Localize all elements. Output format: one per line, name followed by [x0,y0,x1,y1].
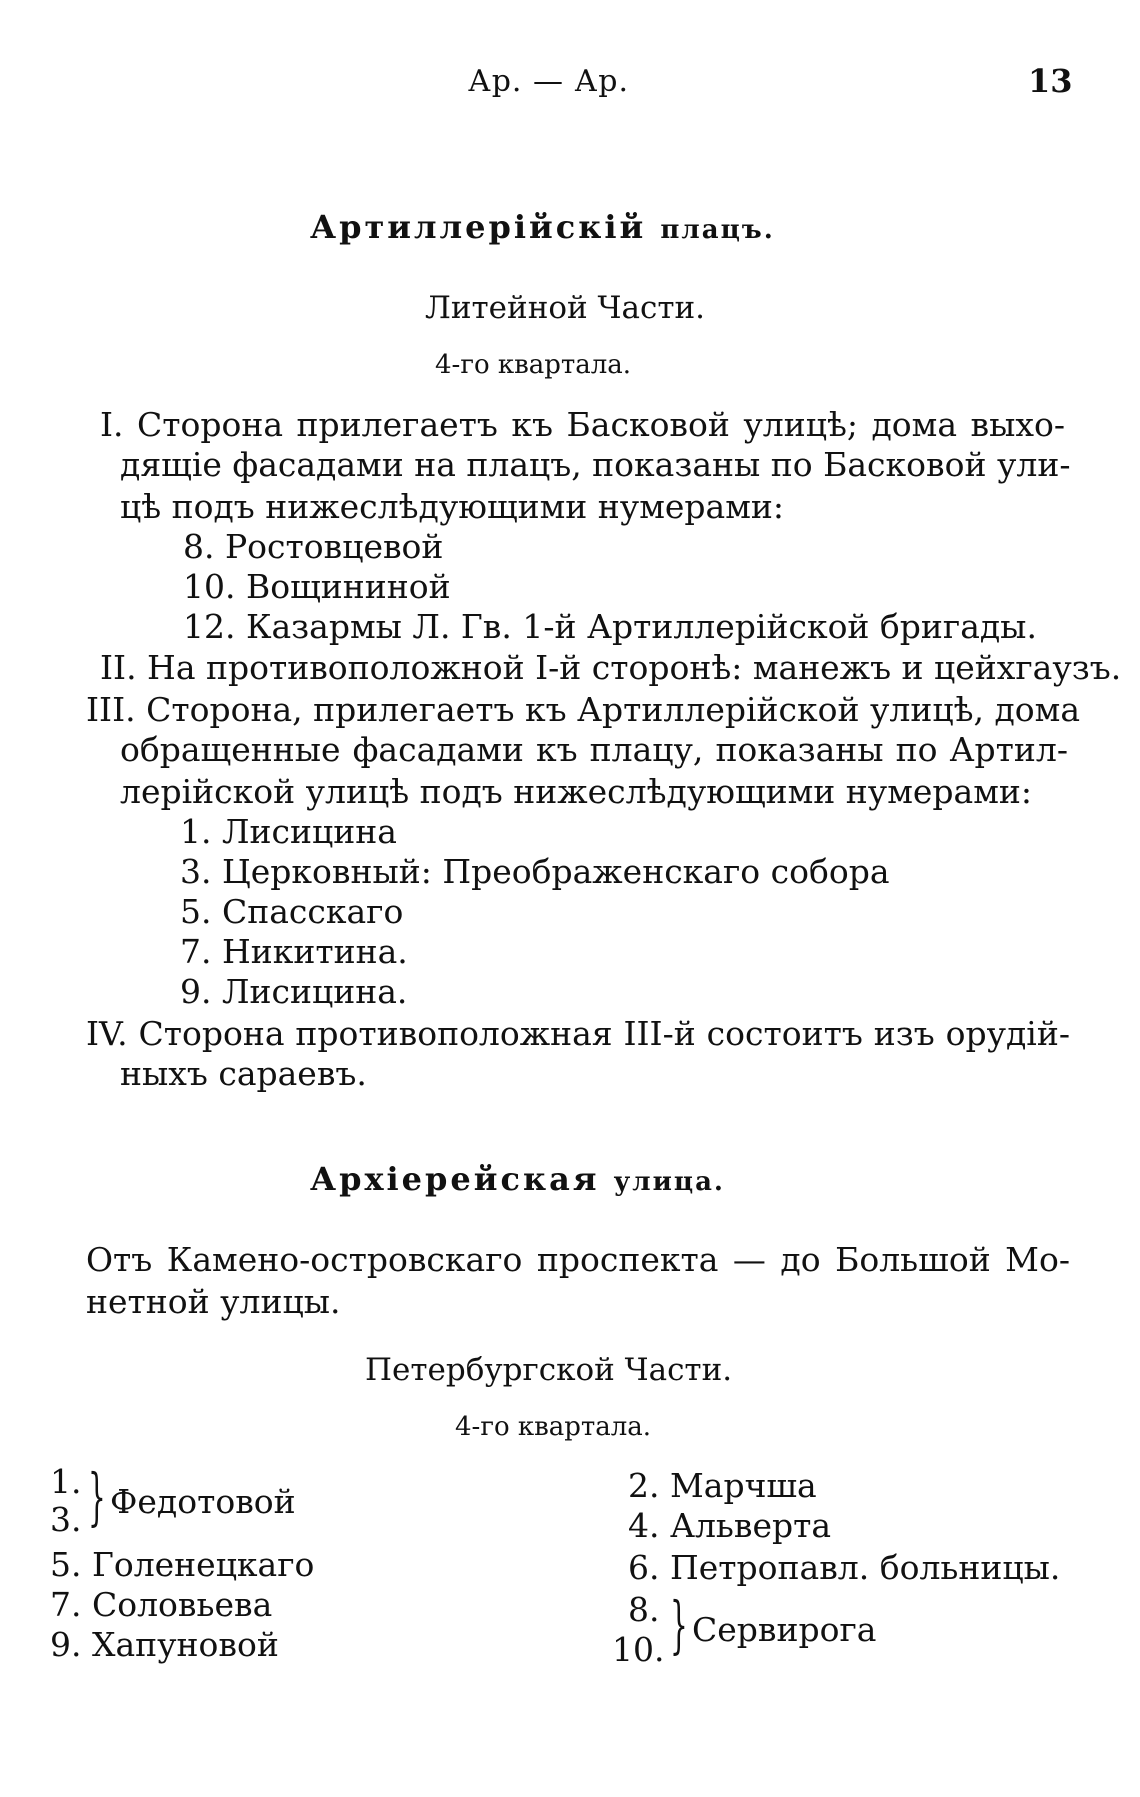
list-item-number: 8. [628,1590,660,1629]
section-title-main: Архіерейская [310,1160,600,1198]
street-description-line-1: Отъ Камено-островскаго проспекта — до Большой Мо- [86,1240,1070,1279]
list-item: 2. Марчша [628,1466,817,1505]
list-item: 9. Хапуновой [50,1625,279,1664]
list-item: 7. Никитина. [180,932,408,971]
item1-line-1: I. Сторона прилегаетъ къ Басковой улицѣ; дома выхо- [100,405,1065,444]
list-item: 1. Лисицина [180,812,397,851]
brace-icon: } [670,1588,688,1661]
item3-line-3: лерійской улицѣ подъ нижеслѣдующими нумерами: [120,772,1032,811]
brace-icon: } [88,1460,106,1533]
section-title-suffix: улица. [613,1167,725,1197]
quarter-heading: 4-го квартала. [455,1412,652,1442]
list-item: 12. Казармы Л. Гв. 1-й Артиллерійской бригады. [183,607,1037,646]
list-item: 3. Церковный: Преображенскаго собора [180,852,890,891]
district-heading: Литейной Части. [425,290,705,326]
list-item: Федотовой [110,1482,296,1521]
item3-line-2: обращенные фасадами къ плацу, показаны по Артил- [120,730,1068,769]
list-item: 10. Вощининой [183,567,451,606]
list-item: 9. Лисицина. [180,972,408,1011]
list-item: Сервирога [692,1610,877,1649]
quarter-heading: 4-го квартала. [435,350,632,380]
list-item-number: 1. [50,1462,82,1501]
section-title-main: Артиллерійскій [310,208,647,246]
item3-line-1: III. Сторона, прилегаетъ къ Артиллерійской улицѣ, дома [86,690,1081,729]
list-item: 7. Соловьева [50,1585,273,1624]
district-heading: Петербургской Части. [365,1352,733,1388]
list-item: 8. Ростовцевой [183,527,444,566]
running-title: Ар. — Ар. [468,64,629,99]
list-item: 6. Петропавл. больницы. [628,1548,1061,1587]
item1-line-2: дящіе фасадами на плацъ, показаны по Басковой ули- [120,445,1071,484]
list-item: 5. Голенецкаго [50,1545,315,1584]
section-title-suffix: плацъ. [660,215,775,245]
page-number: 13 [1028,62,1073,100]
list-item: 5. Спасскаго [180,892,404,931]
section-title-archbishop-street [310,1160,725,1198]
item1-line-3: цѣ подъ нижеслѣдующими нумерами: [120,487,784,526]
street-description-line-2: нетной улицы. [86,1282,341,1321]
section-title-artillery-square [310,208,775,246]
item2-line: II. На противоположной I-й сторонѣ: манежъ и цейхгаузъ. [100,648,1122,687]
item4-line-2: ныхъ сараевъ. [120,1054,367,1093]
list-item: 4. Альверта [628,1506,832,1545]
list-item-number: 10. [612,1630,665,1669]
item4-line-1: IV. Сторона противоположная III-й состоитъ изъ орудій- [86,1014,1070,1053]
list-item-number: 3. [50,1500,82,1539]
